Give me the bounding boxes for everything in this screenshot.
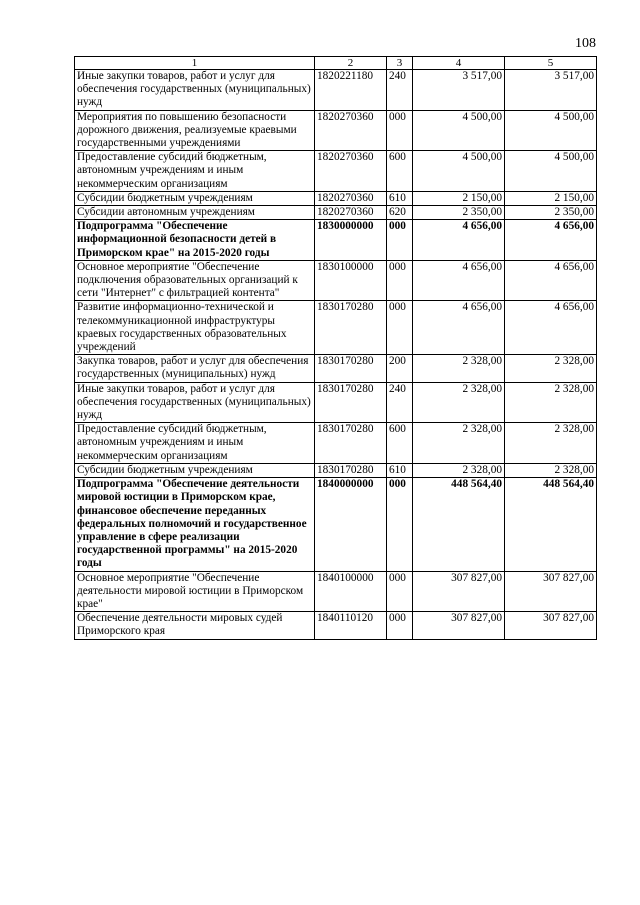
row-amount-2-cell: 4 656,00 <box>505 220 597 261</box>
row-name-cell: Основное мероприятие "Обеспечение деятельности мировой юстиции в Приморском крае" <box>75 571 315 612</box>
column-header-4: 4 <box>413 57 505 70</box>
row-kind-cell: 610 <box>387 463 413 477</box>
row-amount-1-cell: 307 827,00 <box>413 571 505 612</box>
page-number: 108 <box>575 36 596 51</box>
row-amount-2-cell: 448 564,40 <box>505 478 597 571</box>
row-amount-2-cell: 2 328,00 <box>505 423 597 464</box>
row-name-cell: Закупка товаров, работ и услуг для обеспечения государственных (муниципальных) нужд <box>75 355 315 382</box>
table-row <box>75 206 597 220</box>
table-row <box>75 423 597 464</box>
row-code-cell: 1830170280 <box>315 423 387 464</box>
row-amount-2-cell: 307 827,00 <box>505 571 597 612</box>
row-code-cell: 1840100000 <box>315 571 387 612</box>
row-name-cell: Предоставление субсидий бюджетным, автономным учреждениям и иным некоммерческим организациям <box>75 151 315 192</box>
row-kind-cell: 620 <box>387 206 413 220</box>
budget-table <box>74 56 597 640</box>
row-amount-2-cell: 2 328,00 <box>505 382 597 423</box>
row-code-cell: 1830170280 <box>315 382 387 423</box>
row-code-cell: 1840110120 <box>315 612 387 639</box>
row-kind-cell: 600 <box>387 423 413 464</box>
row-amount-2-cell: 4 500,00 <box>505 110 597 151</box>
row-kind-cell: 610 <box>387 191 413 205</box>
row-amount-2-cell: 2 350,00 <box>505 206 597 220</box>
row-amount-1-cell: 448 564,40 <box>413 478 505 571</box>
table-row <box>75 301 597 355</box>
row-kind-cell: 000 <box>387 260 413 301</box>
table-row <box>75 382 597 423</box>
table-row <box>75 612 597 639</box>
row-amount-1-cell: 2 328,00 <box>413 382 505 423</box>
row-code-cell: 1820270360 <box>315 191 387 205</box>
row-code-cell: 1820270360 <box>315 206 387 220</box>
row-name-cell: Субсидии бюджетным учреждениям <box>75 191 315 205</box>
row-amount-2-cell: 2 328,00 <box>505 355 597 382</box>
row-amount-2-cell: 307 827,00 <box>505 612 597 639</box>
row-kind-cell: 000 <box>387 301 413 355</box>
row-amount-1-cell: 2 350,00 <box>413 206 505 220</box>
row-amount-1-cell: 4 656,00 <box>413 260 505 301</box>
row-code-cell: 1820221180 <box>315 70 387 111</box>
table-row <box>75 151 597 192</box>
row-name-cell: Подпрограмма "Обеспечение деятельности мировой юстиции в Приморском крае, финансовое обеспечение переданных федеральных полномочий и государственное управление в сфере реализации государственной программы" на 2015-2020 годы <box>75 478 315 571</box>
row-code-cell: 1830100000 <box>315 260 387 301</box>
row-name-cell: Обеспечение деятельности мировых судей Приморского края <box>75 612 315 639</box>
row-amount-1-cell: 2 328,00 <box>413 423 505 464</box>
row-name-cell: Иные закупки товаров, работ и услуг для обеспечения государственных (муниципальных) нужд <box>75 70 315 111</box>
row-amount-1-cell: 307 827,00 <box>413 612 505 639</box>
row-kind-cell: 600 <box>387 151 413 192</box>
row-amount-1-cell: 4 500,00 <box>413 110 505 151</box>
row-amount-2-cell: 3 517,00 <box>505 70 597 111</box>
row-kind-cell: 000 <box>387 571 413 612</box>
row-amount-2-cell: 4 656,00 <box>505 301 597 355</box>
table-row <box>75 110 597 151</box>
row-name-cell: Основное мероприятие "Обеспечение подключения образовательных организаций к сети "Интернет" с фильтрацией контента" <box>75 260 315 301</box>
table-row <box>75 355 597 382</box>
table-header-row <box>75 57 597 70</box>
row-amount-1-cell: 4 656,00 <box>413 220 505 261</box>
column-header-2: 2 <box>315 57 387 70</box>
row-code-cell: 1820270360 <box>315 110 387 151</box>
row-kind-cell: 200 <box>387 355 413 382</box>
column-header-1: 1 <box>75 57 315 70</box>
row-kind-cell: 000 <box>387 220 413 261</box>
row-name-cell: Мероприятия по повышению безопасности дорожного движения, реализуемые краевыми государственными учреждениями <box>75 110 315 151</box>
row-name-cell: Иные закупки товаров, работ и услуг для обеспечения государственных (муниципальных) нужд <box>75 382 315 423</box>
row-amount-1-cell: 2 150,00 <box>413 191 505 205</box>
row-amount-2-cell: 2 150,00 <box>505 191 597 205</box>
table-body <box>75 70 597 640</box>
row-kind-cell: 240 <box>387 70 413 111</box>
row-name-cell: Субсидии автономным учреждениям <box>75 206 315 220</box>
table-row <box>75 191 597 205</box>
row-kind-cell: 000 <box>387 110 413 151</box>
row-amount-1-cell: 2 328,00 <box>413 463 505 477</box>
row-amount-1-cell: 4 656,00 <box>413 301 505 355</box>
row-name-cell: Субсидии бюджетным учреждениям <box>75 463 315 477</box>
row-amount-2-cell: 2 328,00 <box>505 463 597 477</box>
row-code-cell: 1830000000 <box>315 220 387 261</box>
table-row <box>75 571 597 612</box>
row-code-cell: 1830170280 <box>315 355 387 382</box>
row-amount-1-cell: 4 500,00 <box>413 151 505 192</box>
table-row <box>75 463 597 477</box>
row-name-cell: Предоставление субсидий бюджетным, автономным учреждениям и иным некоммерческим организациям <box>75 423 315 464</box>
row-name-cell: Подпрограмма "Обеспечение информационной безопасности детей в Приморском крае" на 2015-2020 годы <box>75 220 315 261</box>
row-name-cell: Развитие информационно-технической и телекоммуникационной инфраструктуры краевых государственных образовательных учреждений <box>75 301 315 355</box>
table-row <box>75 478 597 571</box>
row-code-cell: 1820270360 <box>315 151 387 192</box>
row-amount-1-cell: 3 517,00 <box>413 70 505 111</box>
row-kind-cell: 000 <box>387 612 413 639</box>
row-code-cell: 1830170280 <box>315 301 387 355</box>
column-header-3: 3 <box>387 57 413 70</box>
table-row <box>75 260 597 301</box>
column-header-5: 5 <box>505 57 597 70</box>
row-code-cell: 1840000000 <box>315 478 387 571</box>
row-kind-cell: 000 <box>387 478 413 571</box>
table-row <box>75 70 597 111</box>
row-kind-cell: 240 <box>387 382 413 423</box>
table-row <box>75 220 597 261</box>
row-amount-1-cell: 2 328,00 <box>413 355 505 382</box>
row-amount-2-cell: 4 656,00 <box>505 260 597 301</box>
row-code-cell: 1830170280 <box>315 463 387 477</box>
row-amount-2-cell: 4 500,00 <box>505 151 597 192</box>
